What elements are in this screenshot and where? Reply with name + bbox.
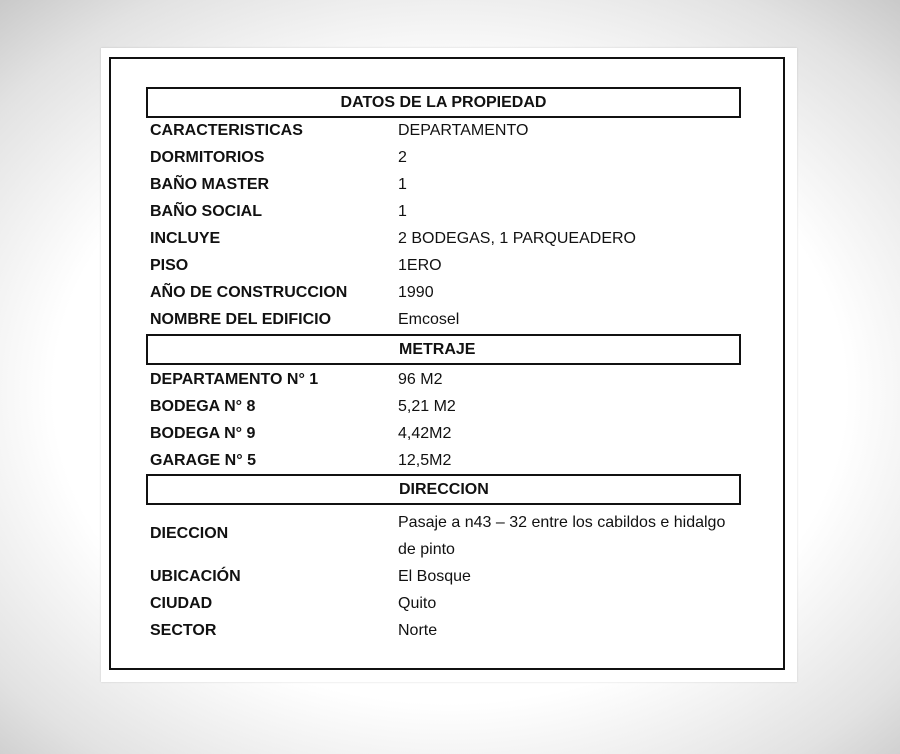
value-incluye: 2 BODEGAS, 1 PARQUEADERO — [398, 230, 636, 247]
value-dormitorios: 2 — [398, 149, 407, 166]
label-bano-social: BAÑO SOCIAL — [150, 203, 262, 220]
label-incluye: INCLUYE — [150, 230, 221, 247]
label-ano-construccion: AÑO DE CONSTRUCCION — [150, 284, 348, 301]
value-sector: Norte — [398, 622, 438, 639]
value-dieccion: Pasaje a n43 – 32 entre los cabildos e hidalgo de pinto — [398, 514, 726, 558]
value-nombre-edificio: Emcosel — [398, 311, 460, 328]
section-title-direccion: DIRECCION — [399, 481, 489, 498]
label-departamento: DEPARTAMENTO N° 1 — [150, 371, 319, 388]
value-bodega-8: 5,21 M2 — [398, 398, 456, 415]
label-bodega-8: BODEGA N° 8 — [150, 398, 256, 415]
label-nombre-edificio: NOMBRE DEL EDIFICIO — [150, 311, 332, 328]
section-header-propiedad — [146, 87, 741, 118]
label-piso: PISO — [150, 257, 189, 274]
label-ciudad: CIUDAD — [150, 595, 213, 612]
label-sector: SECTOR — [150, 622, 217, 639]
section-header-direccion — [146, 474, 741, 505]
label-dieccion: DIECCION — [150, 525, 229, 542]
section-title-metraje: METRAJE — [399, 341, 476, 358]
value-ubicacion: El Bosque — [398, 568, 471, 585]
label-caracteristicas: CARACTERISTICAS — [150, 122, 303, 139]
value-departamento: 96 M2 — [398, 371, 443, 388]
section-header-metraje — [146, 334, 741, 365]
value-caracteristicas: DEPARTAMENTO — [398, 122, 529, 139]
value-ciudad: Quito — [398, 595, 437, 612]
section-title-propiedad: DATOS DE LA PROPIEDAD — [340, 94, 547, 111]
value-piso: 1ERO — [398, 257, 442, 274]
value-bano-social: 1 — [398, 203, 407, 220]
label-ubicacion: UBICACIÓN — [150, 568, 241, 585]
label-dormitorios: DORMITORIOS — [150, 149, 265, 166]
value-garage-5: 12,5M2 — [398, 452, 452, 469]
label-bodega-9: BODEGA N° 9 — [150, 425, 256, 442]
label-garage-5: GARAGE N° 5 — [150, 452, 256, 469]
label-bano-master: BAÑO MASTER — [150, 176, 270, 193]
value-ano-construccion: 1990 — [398, 284, 434, 301]
value-bodega-9: 4,42M2 — [398, 425, 452, 442]
value-bano-master: 1 — [398, 176, 407, 193]
